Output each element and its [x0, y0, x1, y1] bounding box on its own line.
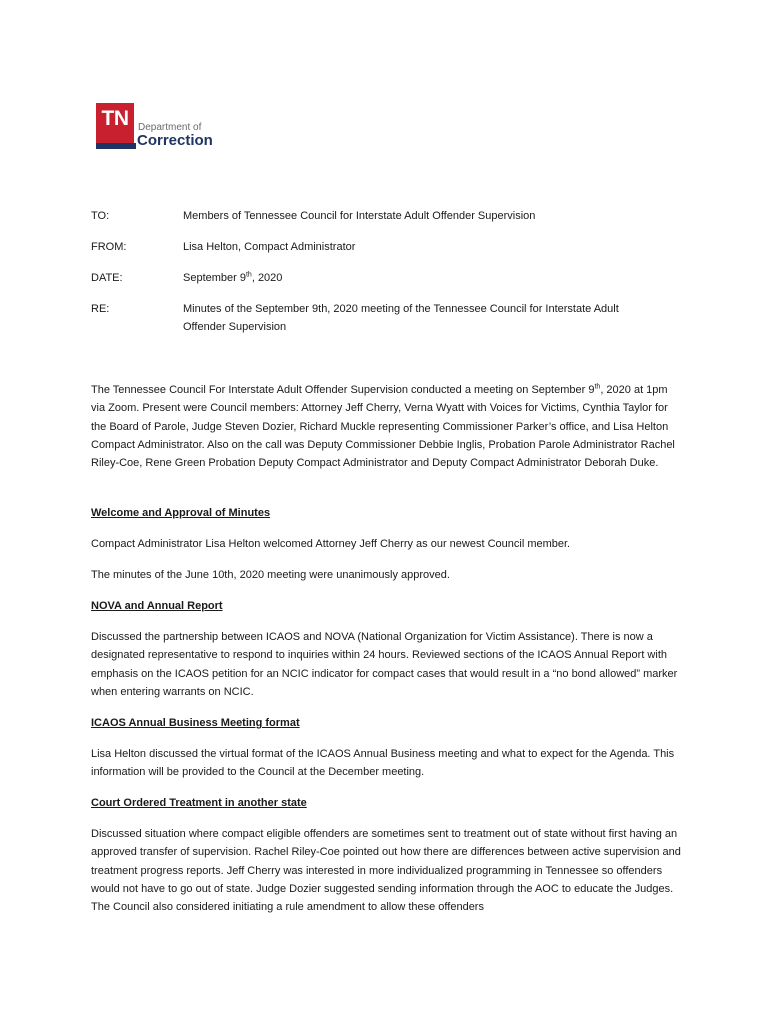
- intro-text-rest: , 2020 at 1pm via Zoom. Present were Council members: Attorney Jeff Cherry, Verna Wyatt with Voices for Victims, Cynthia Taylor for the Board of Parole, Judge Steven Dozier, Richard Muckle representing Commissioner Parker’s office, and Lisa Helton Compact Administrator. Also on the call was Deputy Commissioner Debbie Inglis, Probation Parole Administrator Rachel Riley-Coe, Rene Green Probation Deputy Compact Administrator and Deputy Compact Administrator Deborah Duke.: [91, 384, 675, 470]
- memo-date-main: September 9: [183, 272, 246, 284]
- tdoc-logo: [96, 103, 216, 150]
- memo-to-label: TO:: [91, 210, 110, 222]
- heading-nova: NOVA and Annual Report: [91, 600, 223, 612]
- logo-correction-text: Correction: [137, 132, 213, 149]
- intro-text-start: The Tennessee Council For Interstate Adult Offender Supervision conducted a meeting on September 9: [91, 384, 595, 396]
- icaos-paragraph: Lisa Helton discussed the virtual format of the ICAOS Annual Business meeting and what to expect for the Agenda. This information will be provided to the Council at the December meeting.: [91, 748, 675, 779]
- memo-from-label: FROM:: [91, 241, 127, 253]
- logo-department-text: Department of: [138, 122, 202, 133]
- memo-from-value: Lisa Helton, Compact Administrator: [183, 241, 356, 253]
- logo-red-box: [96, 103, 134, 143]
- logo-tn-text: TN: [101, 107, 129, 130]
- memo-re-value: Minutes of the September 9th, 2020 meeting of the Tennessee Council for Interstate Adult Offender Supervision: [183, 303, 619, 333]
- heading-court-ordered: Court Ordered Treatment in another state: [91, 797, 307, 809]
- memo-date-label: DATE:: [91, 272, 123, 284]
- intro-sup: th: [594, 383, 601, 391]
- welcome-paragraph-1: Compact Administrator Lisa Helton welcomed Attorney Jeff Cherry as our newest Council member.: [91, 538, 571, 550]
- memo-re-label: RE:: [91, 303, 110, 315]
- memo-date-year: , 2020: [251, 272, 283, 284]
- welcome-paragraph-2: The minutes of the June 10th, 2020 meeting were unanimously approved.: [91, 569, 450, 581]
- heading-welcome: Welcome and Approval of Minutes: [91, 507, 271, 519]
- memo-to-value: Members of Tennessee Council for Interstate Adult Offender Supervision: [183, 210, 536, 222]
- memo-date-value: [183, 269, 663, 287]
- intro-paragraph: [91, 381, 681, 472]
- court-paragraph: Discussed situation where compact eligible offenders are sometimes sent to treatment out of state without first having an approved transfer of supervision. Rachel Riley-Coe pointed out how there are differences between active supervision and treatment progress reports. Jeff Cherry was interested in more individualized programming in Tennessee so offenders would not have to go out of state. Judge Dozier suggested sending information through the AOC to educate the Judges. The Council also considered initiating a rule amendment to allow these offenders: [91, 828, 681, 914]
- logo-navy-bar: [96, 143, 136, 149]
- nova-paragraph: Discussed the partnership between ICAOS and NOVA (National Organization for Victim Assistance). There is now a designated representative to respond to inquiries within 24 hours. Reviewed sections of the ICAOS Annual Report with emphasis on the ICAOS petition for an NCIC indicator for compact cases that would result in a “no bond allowed” marker when entering warrants on NCIC.: [91, 631, 678, 698]
- heading-icaos: ICAOS Annual Business Meeting format: [91, 717, 300, 729]
- memo-date-sup: th: [245, 271, 252, 279]
